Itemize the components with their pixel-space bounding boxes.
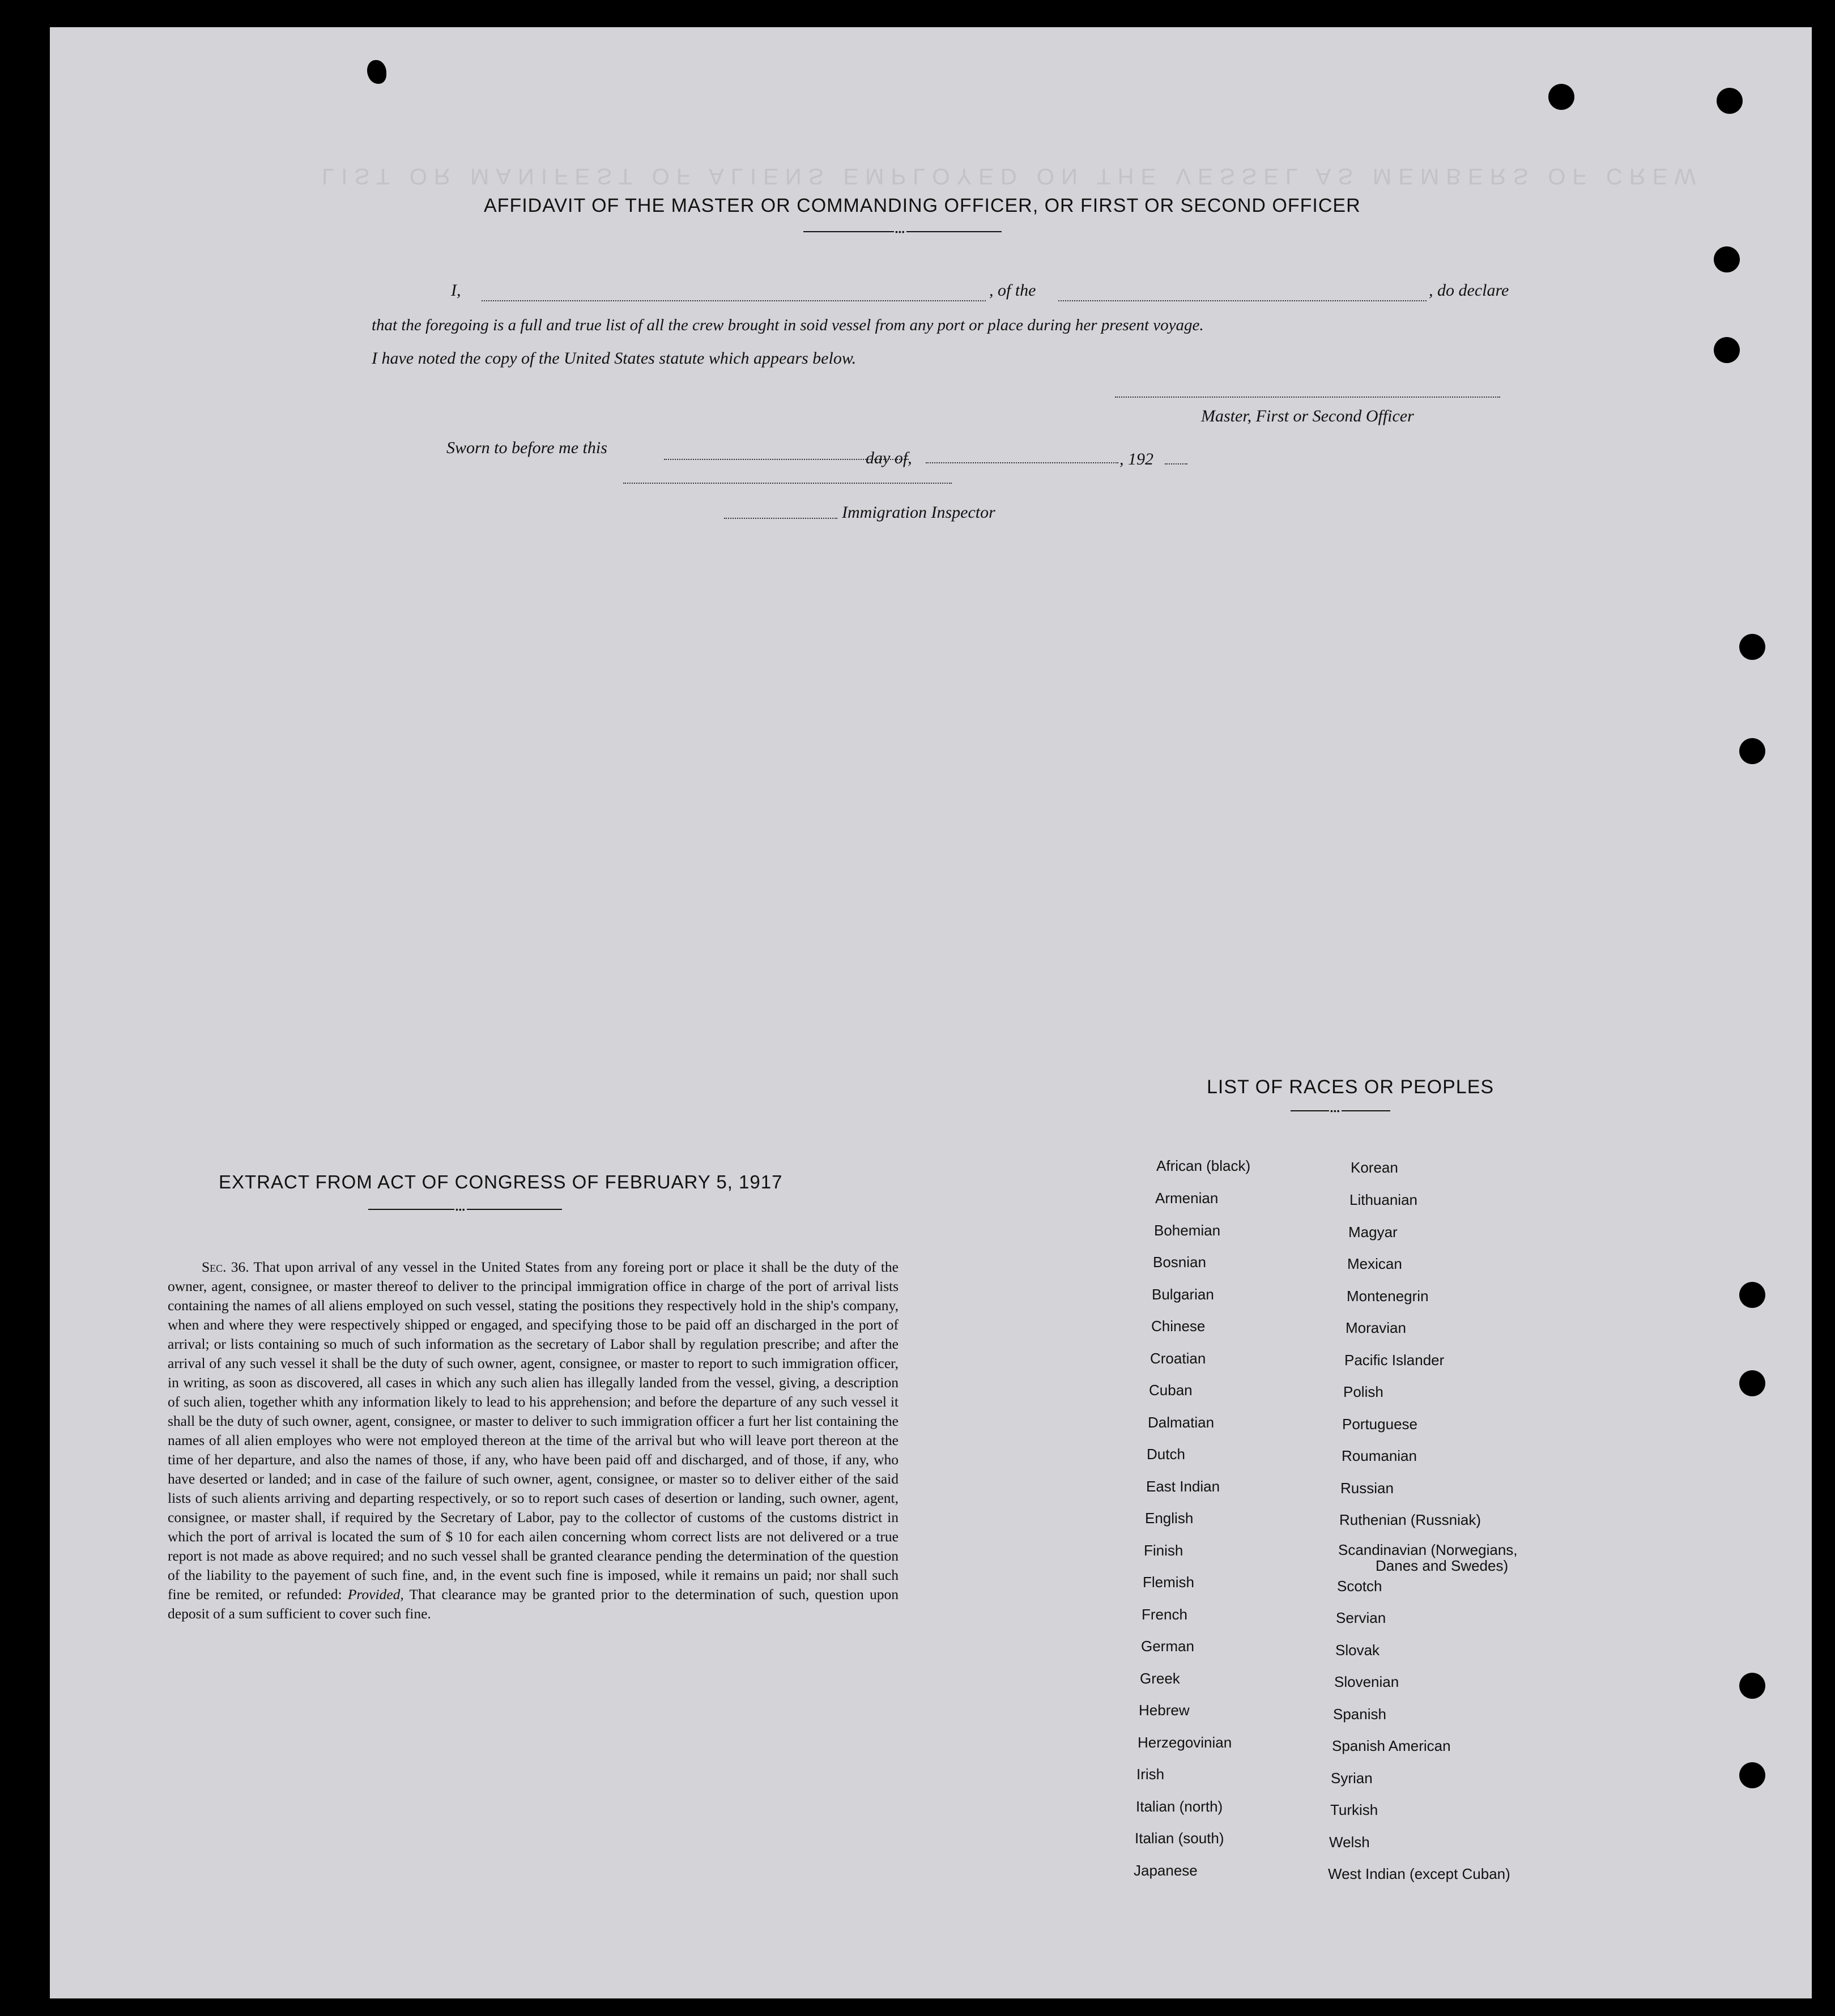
sworn-year-field[interactable] bbox=[1165, 463, 1187, 464]
race-item: West Indian (except Cuban) bbox=[1328, 1865, 1510, 1882]
ink-blot bbox=[367, 60, 386, 84]
vessel-field[interactable] bbox=[1058, 300, 1427, 301]
master-signature-label: Master, First or Second Officer bbox=[1201, 407, 1414, 425]
bleedthrough-heading: LIST OR MANIFEST OF ALIENS EMPLOYED ON THE VESSEL AS MEMBERS OF CREW bbox=[322, 164, 1703, 189]
race-item: German bbox=[1141, 1638, 1194, 1655]
extract-text-tail: That clearance may be granted prior to the determination of such, question upon deposit of a sum sufficient to cover such fine. bbox=[168, 1586, 899, 1622]
punch-hole bbox=[1739, 634, 1765, 660]
race-item: Slovenian bbox=[1334, 1673, 1399, 1690]
race-item: Korean bbox=[1351, 1159, 1398, 1176]
affidavit-of-the: , of the bbox=[989, 281, 1036, 300]
race-item: African (black) bbox=[1156, 1157, 1251, 1174]
extract-text: That upon arrival of any vessel in the United States from any foreing port or place it shall be the duty of the owner, agent, consignee, or master thereof to deliver to the principal immigration office in charge of the port of arrival lists containing the names of all aliens employed on such vessel, stating the positions they respectively hold in the ship's company, when and where they were respectively shipped or engaged, and specifying those to be paid off an discharged in the port of arrival; or lists containing so much of such information as the secretary of Labor shall by regulation prescribe; and after the arrival of any such vessel it shall be the duty of such owner, agent, consignee, or master to report to such immigration officer, in writing, as soon as discovered, all cases in which any such alien has illegally landed from the vessel, giving, a description of such alien, together whith any information likely to lead to his apprehension; and before the departure of any such vessel it shall be the duty of such owner, agent, consignee, or master to deliver to such immigration officer a furt her list containing the names of all alien employes who were not employed thereon at the time of the arrival but who will leave port thereon at the time of her departure, and also the names of those, if any, who have been paid off and discharged, and of those, if any, who have deserted or landed; and in case of the failure of such owner, agent, consignee, or master so to deliver either of the said lists of such alients arriving and departing respectively, or so to report such cases of desertion or landing, such owner, agent, consignee, or master shall, if required by the Secretary of Labor, pay to the collector of customs of the customs district in which the port of arrival is located the sum of $ 10 for each ailen concerning whom correct lists are not delivered or a true report is not made as above required; and no such vessel shall be granted clearance pending the determination of the question of the liability to the payement of such fine, and, in the event such fine is imposed, while it remains un paid; nor shall such fine be remited, or refunded: bbox=[168, 1259, 899, 1602]
race-item: Greek bbox=[1140, 1670, 1180, 1687]
race-item: Bulgarian bbox=[1152, 1286, 1214, 1303]
race-item: Irish bbox=[1136, 1766, 1165, 1783]
punch-hole bbox=[1739, 738, 1765, 764]
race-item: Japanese bbox=[1134, 1862, 1198, 1879]
day-of-label: day of, bbox=[866, 449, 912, 467]
punch-hole bbox=[1739, 1370, 1765, 1396]
race-item: Italian (north) bbox=[1136, 1798, 1223, 1815]
race-item: Bohemian bbox=[1154, 1222, 1221, 1239]
punch-hole bbox=[1714, 337, 1740, 363]
race-item: Slovak bbox=[1335, 1642, 1380, 1659]
affidavit-i: I, bbox=[451, 281, 461, 300]
name-field[interactable] bbox=[482, 300, 986, 301]
race-item: Italian (south) bbox=[1135, 1830, 1224, 1847]
race-item: Roumanian bbox=[1342, 1447, 1417, 1464]
affidavit-declare: , do declare bbox=[1429, 281, 1509, 300]
race-item: Armenian bbox=[1155, 1190, 1219, 1207]
race-item: English bbox=[1145, 1510, 1194, 1527]
race-item: Syrian bbox=[1331, 1770, 1373, 1787]
punch-hole bbox=[1548, 84, 1574, 110]
extract-title-rule: ••• bbox=[368, 1209, 562, 1210]
race-item: Montenegrin bbox=[1347, 1288, 1429, 1305]
race-item: Chinese bbox=[1151, 1318, 1206, 1335]
race-item: Welsh bbox=[1329, 1834, 1370, 1851]
race-item: Mexican bbox=[1347, 1255, 1402, 1272]
inspector-signature-line[interactable] bbox=[623, 483, 952, 484]
race-item: Lithuanian bbox=[1349, 1191, 1417, 1208]
extract-body bbox=[168, 1258, 899, 1623]
race-item: Servian bbox=[1336, 1609, 1386, 1626]
extract-title: EXTRACT FROM ACT OF CONGRESS OF FEBRUARY 5, 1917 bbox=[219, 1171, 783, 1192]
affidavit-title: AFFIDAVIT OF THE MASTER OR COMMANDING OFFICER, OR FIRST OR SECOND OFFICER bbox=[484, 195, 1361, 216]
affidavit-statute-note: I have noted the copy of the United States statute which appears below. bbox=[372, 349, 857, 368]
race-item: Scotch bbox=[1337, 1578, 1382, 1595]
document-page bbox=[50, 27, 1812, 1998]
race-item: Ruthenian (Russniak) bbox=[1339, 1511, 1481, 1528]
race-item: Croatian bbox=[1150, 1350, 1206, 1367]
race-item: Dutch bbox=[1147, 1446, 1185, 1463]
race-item: Finish bbox=[1144, 1542, 1183, 1559]
punch-hole bbox=[1739, 1282, 1765, 1308]
sworn-label: Sworn to before me this bbox=[446, 438, 607, 457]
race-item: Flemish bbox=[1143, 1574, 1195, 1591]
year-label: , 192 bbox=[1119, 450, 1153, 468]
race-item: Bosnian bbox=[1153, 1254, 1206, 1271]
races-title: LIST OF RACES OR PEOPLES bbox=[1207, 1076, 1495, 1098]
race-item: Russian bbox=[1340, 1480, 1394, 1497]
race-item: Danes and Swedes) bbox=[1376, 1557, 1509, 1574]
punch-hole bbox=[1714, 246, 1740, 272]
punch-hole bbox=[1739, 1762, 1765, 1788]
race-item: Herzegovinian bbox=[1138, 1734, 1232, 1751]
race-item: Spanish American bbox=[1332, 1737, 1451, 1754]
punch-hole bbox=[1717, 88, 1743, 114]
race-item: French bbox=[1142, 1606, 1187, 1623]
races-title-rule: ••• bbox=[1291, 1110, 1390, 1111]
race-item: Polish bbox=[1343, 1383, 1383, 1400]
race-item: Pacific Islander bbox=[1344, 1352, 1445, 1369]
race-item: Magyar bbox=[1348, 1224, 1398, 1241]
section-label: Sec. 36. bbox=[202, 1259, 249, 1275]
provided-word: Provided, bbox=[347, 1586, 404, 1602]
race-item: Cuban bbox=[1149, 1382, 1193, 1399]
inspector-label: Immigration Inspector bbox=[842, 503, 995, 522]
sworn-month-field[interactable] bbox=[926, 462, 1118, 463]
affidavit-statement: that the foregoing is a full and true list of all the crew brought in soid vessel from any port or place during her present voyage. bbox=[372, 316, 1204, 334]
race-item: Portuguese bbox=[1342, 1416, 1417, 1433]
race-item: Dalmatian bbox=[1148, 1414, 1215, 1431]
punch-hole bbox=[1739, 1673, 1765, 1699]
title-rule: ••• bbox=[803, 231, 1002, 232]
race-item: Hebrew bbox=[1139, 1702, 1190, 1719]
race-item: Turkish bbox=[1330, 1801, 1378, 1818]
master-signature-line[interactable] bbox=[1115, 397, 1500, 398]
race-item: East Indian bbox=[1146, 1478, 1220, 1495]
inspector-prefix-line bbox=[724, 518, 837, 519]
race-item: Spanish bbox=[1333, 1706, 1386, 1723]
race-item: Moravian bbox=[1346, 1319, 1406, 1336]
race-item: Scandinavian (Norwegians, bbox=[1338, 1541, 1518, 1558]
